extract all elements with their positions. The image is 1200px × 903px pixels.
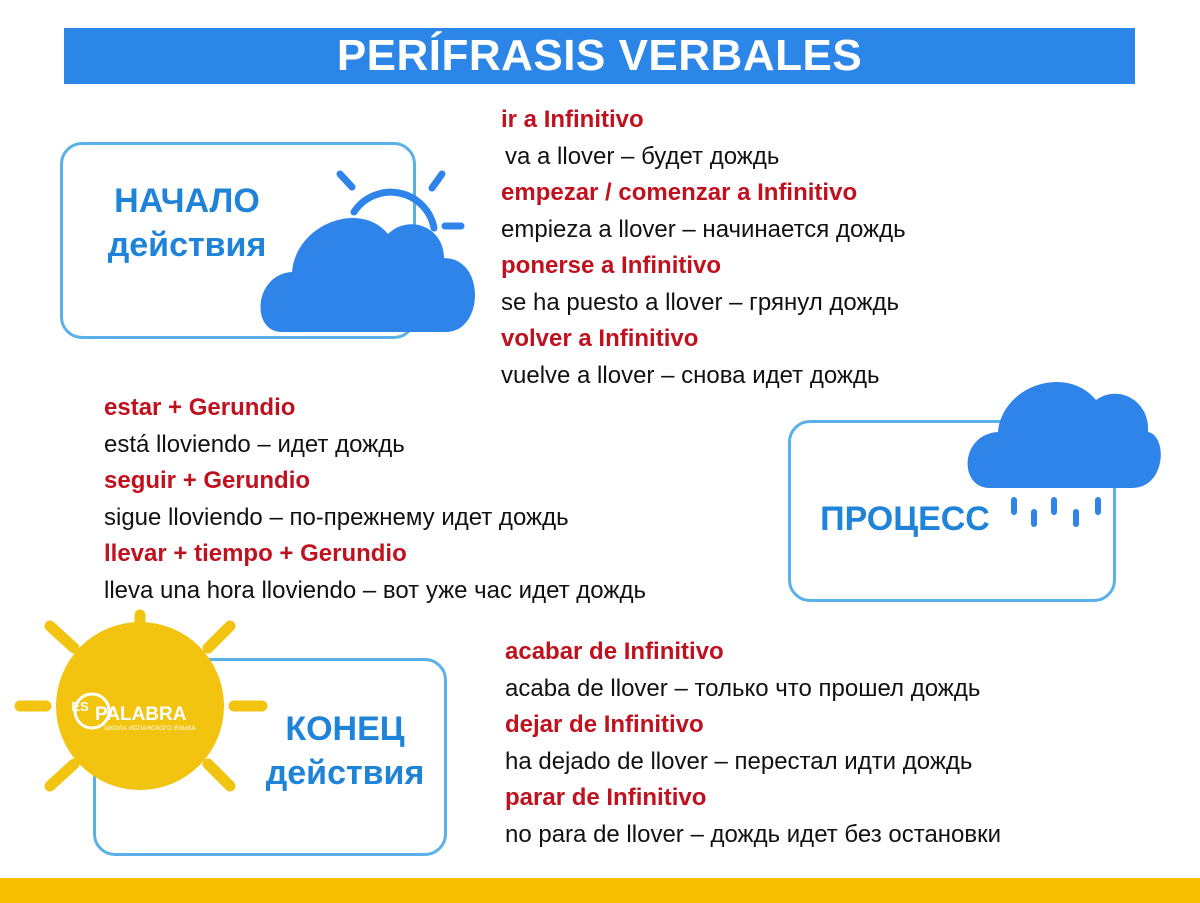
logo-mark: ES (71, 699, 89, 714)
rule-example: acaba de llover – только что прошел дождь (505, 675, 981, 702)
start-label (92, 180, 282, 267)
rule-example: sigue lloviendo – по-прежнему идет дождь (104, 504, 569, 531)
rule-example: lleva una hora lloviendo – вот уже час идет дождь (104, 577, 646, 604)
logo-name: PALABRA (95, 704, 187, 725)
sun-cloud-icon (262, 162, 477, 342)
end-label-line1: КОНЕЦ (285, 710, 405, 748)
rule-title: estar + Gerundio (104, 394, 296, 421)
page-title: PERÍFRASIS VERBALES (64, 28, 1135, 84)
rule-title: empezar / comenzar a Infinitivo (501, 179, 858, 206)
rule-example: está lloviendo – идет дождь (104, 431, 405, 458)
rule-title: ir a Infinitivo (501, 106, 644, 133)
rule-example: empieza a llover – начинается дождь (501, 216, 906, 243)
logo-tagline: ШКОЛА ИСПАНСКОГО ЯЗЫКА (104, 726, 196, 732)
rule-title: seguir + Gerundio (104, 467, 311, 494)
rule-title: dejar de Infinitivo (505, 711, 704, 738)
bottom-bar (0, 878, 1200, 903)
rain-cloud-icon (962, 366, 1157, 531)
start-label-line1: НАЧАЛО (114, 182, 260, 220)
rule-example: vuelve a llover – снова идет дождь (501, 362, 880, 389)
rule-example: no para de llover – дождь идет без остановки (505, 821, 1002, 848)
rule-title: acabar de Infinitivo (505, 638, 724, 665)
end-label (252, 708, 438, 795)
rule-example: se ha puesto a llover – грянул дождь (501, 289, 900, 316)
rule-example: va a llover – будет дождь (505, 143, 780, 170)
rule-title: llevar + tiempo + Gerundio (104, 540, 407, 567)
rule-title: parar de Infinitivo (505, 784, 707, 811)
rule-title: ponerse a Infinitivo (501, 252, 722, 279)
end-label-line2: действия (265, 753, 425, 792)
start-label-line2: действия (107, 225, 267, 264)
rule-example: ha dejado de llover – перестал идти дождь (505, 748, 973, 775)
process-label: ПРОЦЕСС (820, 500, 990, 538)
rule-title: volver a Infinitivo (501, 325, 699, 352)
